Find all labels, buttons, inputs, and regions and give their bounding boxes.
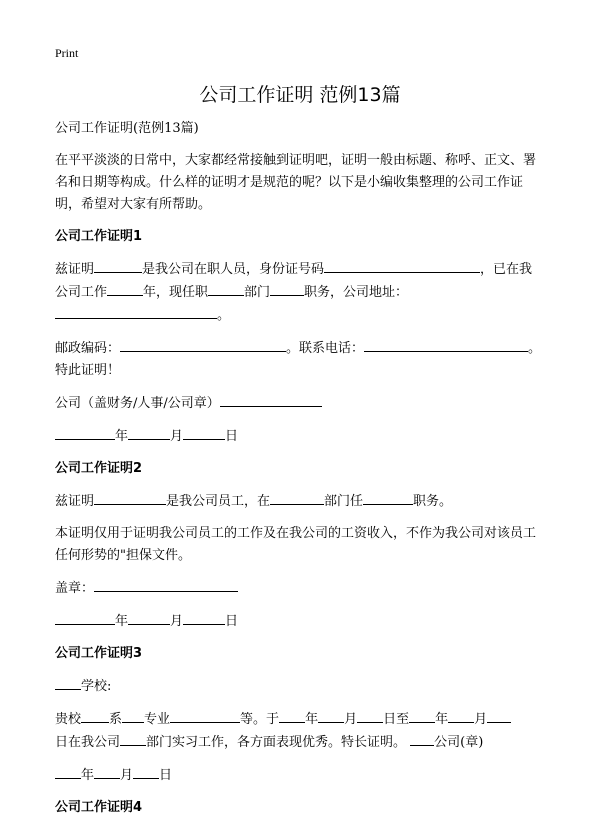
section1-date: 年 月 日 <box>55 425 545 448</box>
blank <box>318 708 344 723</box>
blank <box>409 708 435 723</box>
blank <box>133 764 159 779</box>
blank <box>55 304 217 319</box>
section2-statement: 兹证明 是我公司员工，在 部门任 职务。 <box>55 490 545 513</box>
section2-heading: 公司工作证明2 <box>55 461 143 476</box>
section3-paragraph: 贵校 系 专业 等。于 年 月 日至 年 月 日在我公司 部门实习工作，各方面表现优秀。特长证明。 公司(章) <box>55 708 545 754</box>
blank <box>448 708 474 723</box>
blank <box>279 708 305 723</box>
blank <box>81 708 109 723</box>
print-label[interactable]: Print <box>55 46 79 60</box>
blank <box>107 281 143 296</box>
blank <box>487 708 511 723</box>
section2-seal: 盖章： <box>55 577 545 600</box>
blank <box>170 708 240 723</box>
blank <box>94 764 120 779</box>
blank <box>120 337 286 352</box>
blank <box>270 490 324 505</box>
blank <box>270 281 304 296</box>
blank <box>128 425 170 440</box>
blank <box>208 281 244 296</box>
section4-heading: 公司工作证明4 <box>55 800 143 815</box>
blank <box>55 764 81 779</box>
section3-school: 学校: <box>55 675 545 698</box>
blank <box>120 731 146 746</box>
blank <box>94 258 142 273</box>
blank <box>410 731 434 746</box>
blank <box>183 425 225 440</box>
section1-contact: 邮政编码： 。联系电话： 。 特此证明！ <box>55 337 545 382</box>
section2-paragraph: 本证明仅用于证明我公司员工的工作及在我公司的工资收入，不作为我公司对该员工任何形势的"担保文件。 <box>55 526 537 563</box>
section3-date: 年 月 日 <box>55 764 545 787</box>
section1-paragraph: 兹证明 是我公司在职人员，身份证号码 ，已在我公司工作 年，现任职 部门 职务，公司地址： 。 <box>55 258 545 327</box>
blank <box>357 708 383 723</box>
intro-subtitle: 公司工作证明(范例13篇) <box>55 121 199 136</box>
blank <box>94 577 238 592</box>
section1-heading: 公司工作证明1 <box>55 229 143 244</box>
blank <box>128 610 170 625</box>
document-body <box>55 118 545 819</box>
section1-seal: 公司（盖财务/人事/公司章） <box>55 392 545 415</box>
section2-date: 年 月 日 <box>55 610 545 633</box>
blank <box>55 610 115 625</box>
page-title: 公司工作证明 范例13篇 <box>199 84 401 106</box>
blank <box>364 337 528 352</box>
blank <box>183 610 225 625</box>
blank <box>363 490 413 505</box>
blank <box>122 708 144 723</box>
blank <box>55 675 81 690</box>
blank <box>94 490 166 505</box>
blank <box>324 258 480 273</box>
section3-heading: 公司工作证明3 <box>55 646 143 661</box>
blank <box>220 392 322 407</box>
blank <box>55 425 115 440</box>
intro-paragraph: 在平平淡淡的日常中，大家都经常接触到证明吧，证明一般由标题、称呼、正文、署名和日期等构成。什么样的证明才是规范的呢？以下是小编收集整理的公司工作证明，希望对大家有所帮助。 <box>55 153 537 212</box>
